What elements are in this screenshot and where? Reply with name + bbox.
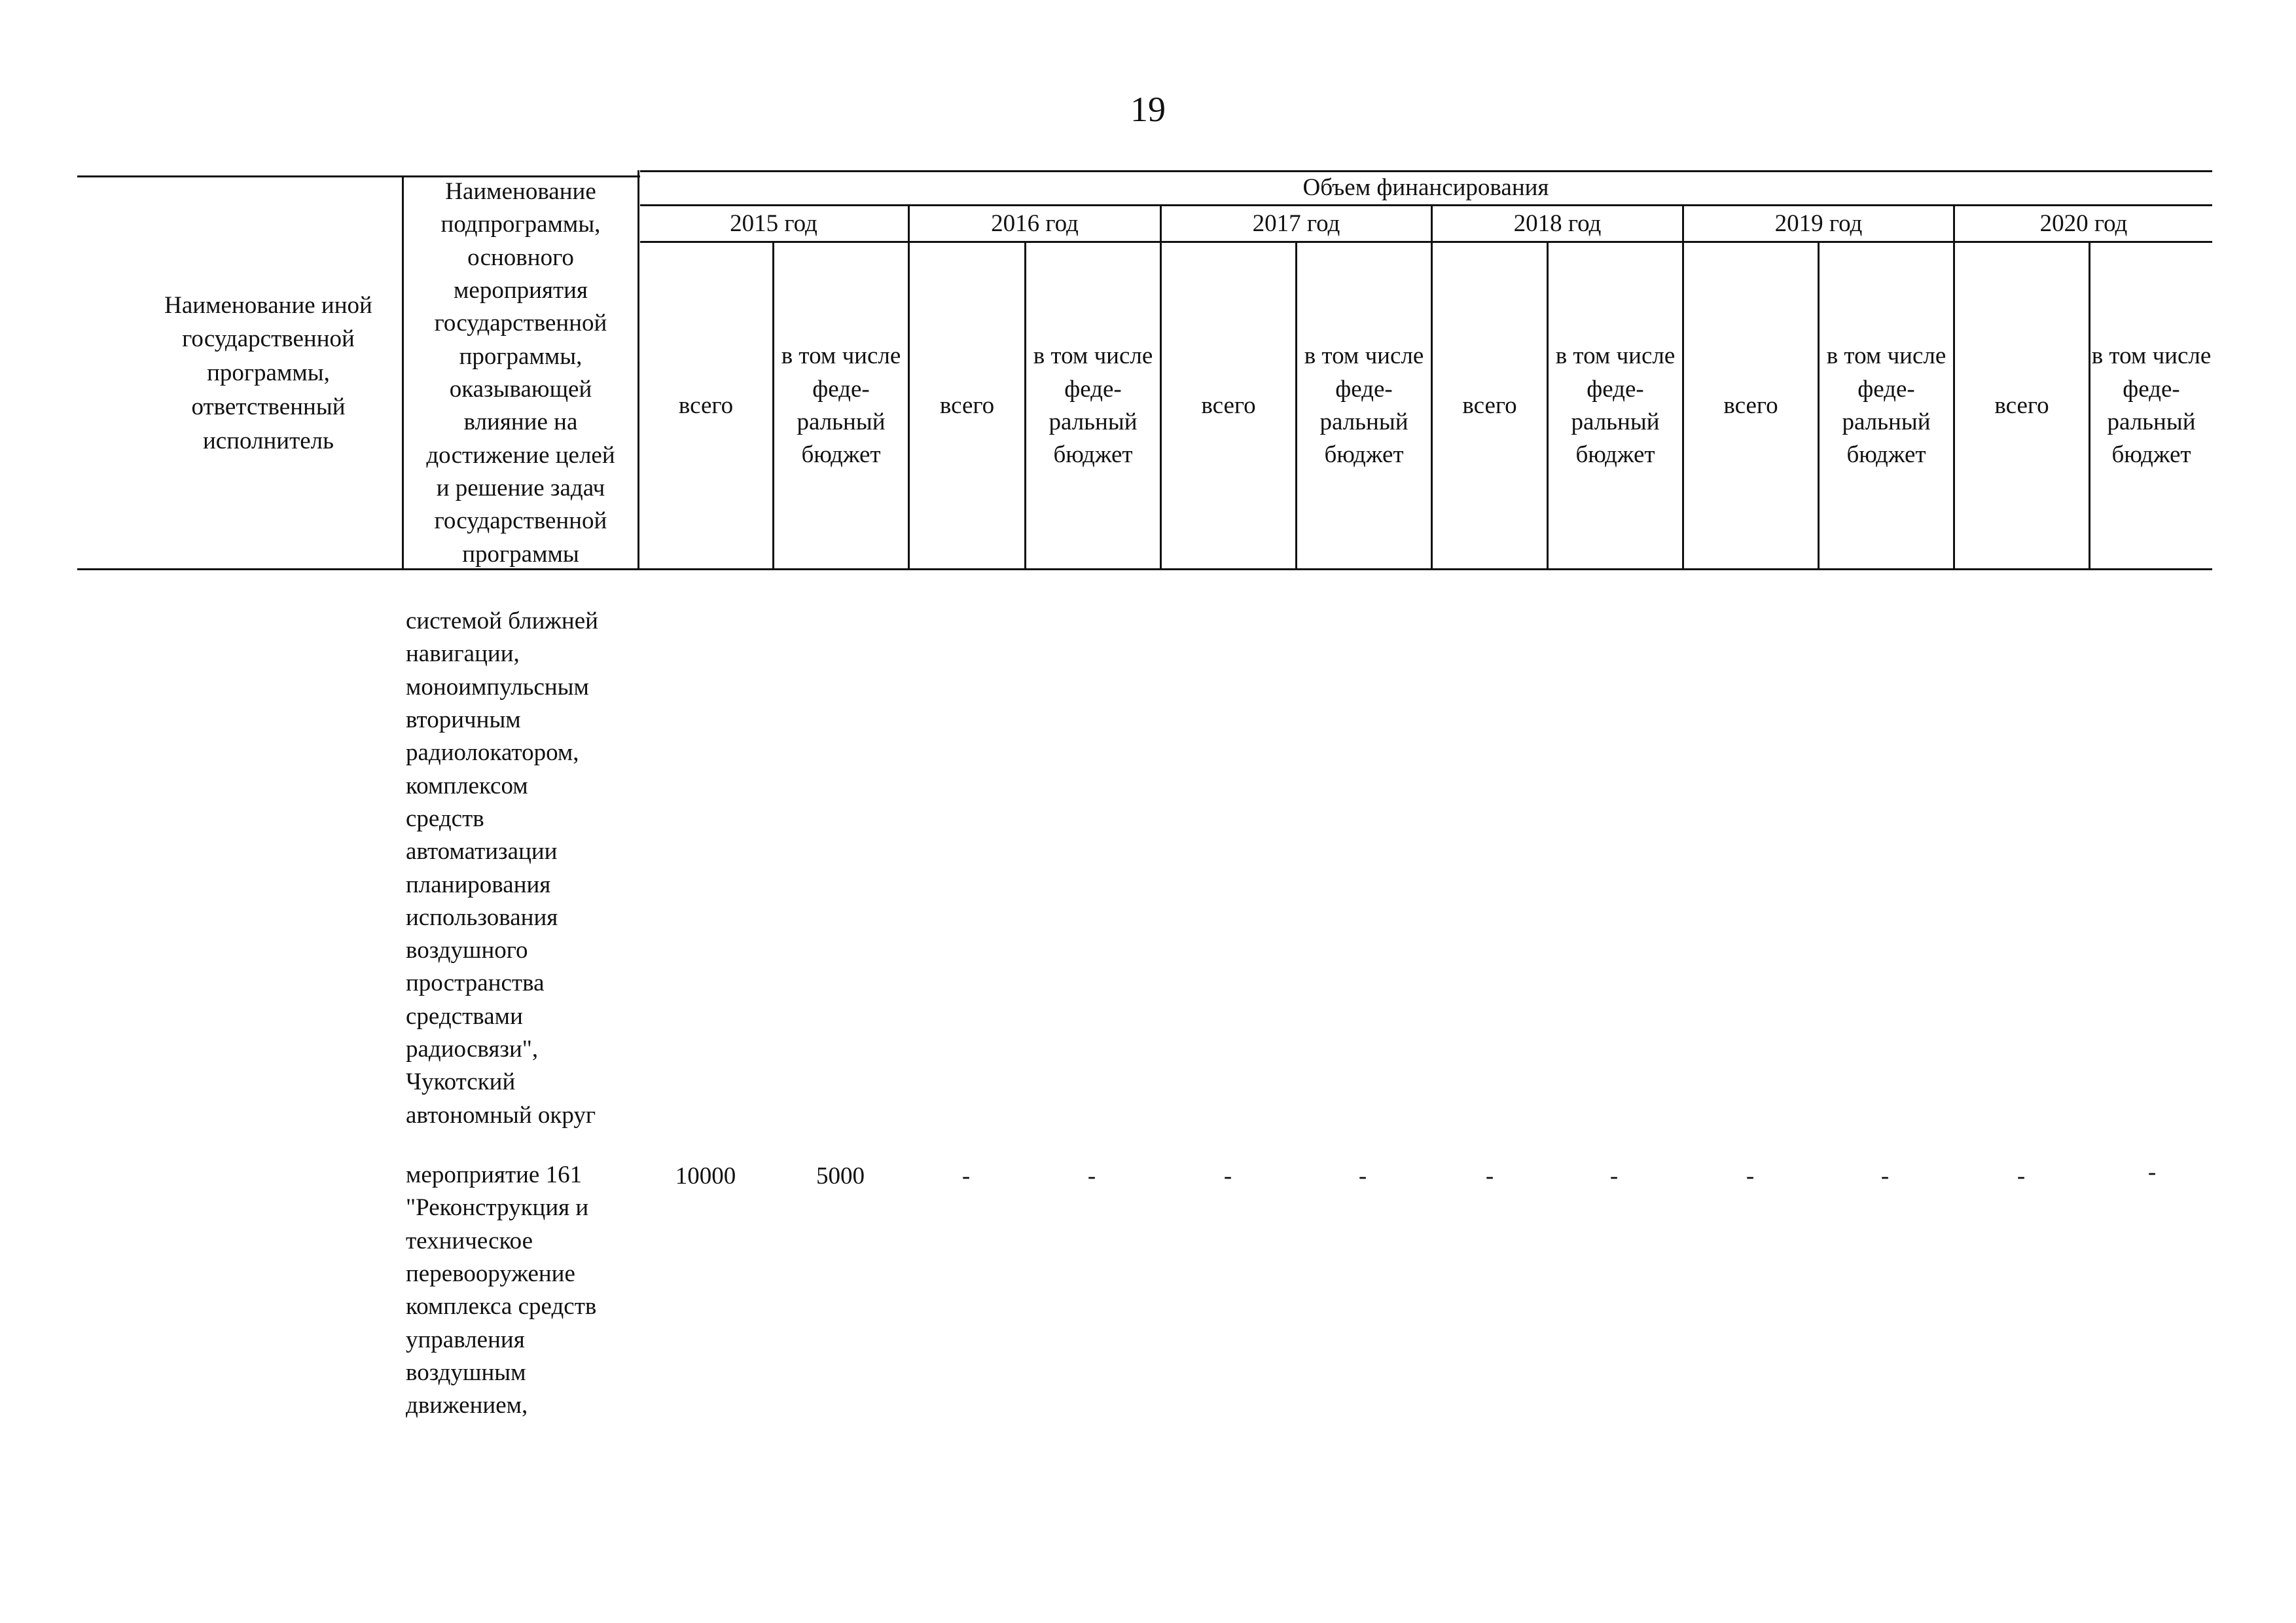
value-2017-total: - bbox=[1223, 1163, 1232, 1190]
header-bottom-rule bbox=[77, 568, 2212, 570]
value-2019-federal: - bbox=[1880, 1163, 1890, 1190]
header-federal-2016: в том числе феде- ральный бюджет bbox=[1033, 342, 1153, 469]
header-subprogram-name: Наименование подпрограммы, основного мероприятия государственной программы, оказывающей влияние на достижение целей и решение задач государственной программы bbox=[426, 178, 615, 568]
page-number: 19 bbox=[1130, 90, 1166, 129]
header-total-2016: всего bbox=[939, 392, 995, 420]
header-federal-2015: в том числе феде- ральный бюджет bbox=[781, 342, 901, 469]
header-total-2017: всего bbox=[1201, 392, 1256, 420]
value-2020-total: - bbox=[2017, 1163, 2026, 1190]
header-year-2017: 2017 год bbox=[1252, 210, 1340, 238]
header-total-2019: всего bbox=[1723, 392, 1778, 420]
header-federal-2018: в том числе феде- ральный бюджет bbox=[1555, 342, 1676, 469]
value-2020-federal: - bbox=[2147, 1159, 2157, 1186]
header-program-name: Наименование иной государственной программы, ответственный исполнитель bbox=[164, 291, 372, 454]
value-2017-federal: - bbox=[1358, 1163, 1367, 1190]
header-year-2016: 2016 год bbox=[991, 210, 1079, 238]
header-total-2018: всего bbox=[1462, 392, 1517, 420]
header-federal-2019: в том числе феде- ральный бюджет bbox=[1826, 342, 1946, 469]
value-2016-total: - bbox=[961, 1163, 971, 1190]
header-total-2015: всего bbox=[678, 392, 734, 420]
header-total-2020: всего bbox=[1994, 392, 2049, 420]
header-year-2020: 2020 год bbox=[2039, 210, 2128, 238]
header-financing: Объем финансирования bbox=[1302, 174, 1549, 202]
value-2018-total: - bbox=[1485, 1163, 1494, 1190]
value-2016-federal: - bbox=[1087, 1163, 1096, 1190]
header-year-2015: 2015 год bbox=[730, 210, 817, 238]
row-subprogram-text: системой ближней навигации, моноимпульсным вторичным радиолокатором, комплексом средств автоматизации планирования использования воздушного пространства средствами радиосвязи", Чукотский автономный округ bbox=[406, 608, 598, 1129]
value-2015-federal: 5000 bbox=[816, 1163, 865, 1190]
value-2015-total: 10000 bbox=[675, 1163, 736, 1190]
header-year-2018: 2018 год bbox=[1513, 210, 1602, 238]
row-subprogram-text: мероприятие 161 "Реконструкция и техническое перевооружение комплекса средств управления воздушным движением, bbox=[406, 1161, 597, 1419]
value-2019-total: - bbox=[1746, 1163, 1755, 1190]
header-year-2019: 2019 год bbox=[1774, 210, 1863, 238]
years-rule bbox=[640, 241, 2212, 243]
header-federal-2020: в том числе феде- ральный бюджет bbox=[2091, 342, 2212, 469]
header-federal-2017: в том числе феде- ральный бюджет bbox=[1304, 342, 1424, 469]
value-2018-federal: - bbox=[1609, 1163, 1619, 1190]
